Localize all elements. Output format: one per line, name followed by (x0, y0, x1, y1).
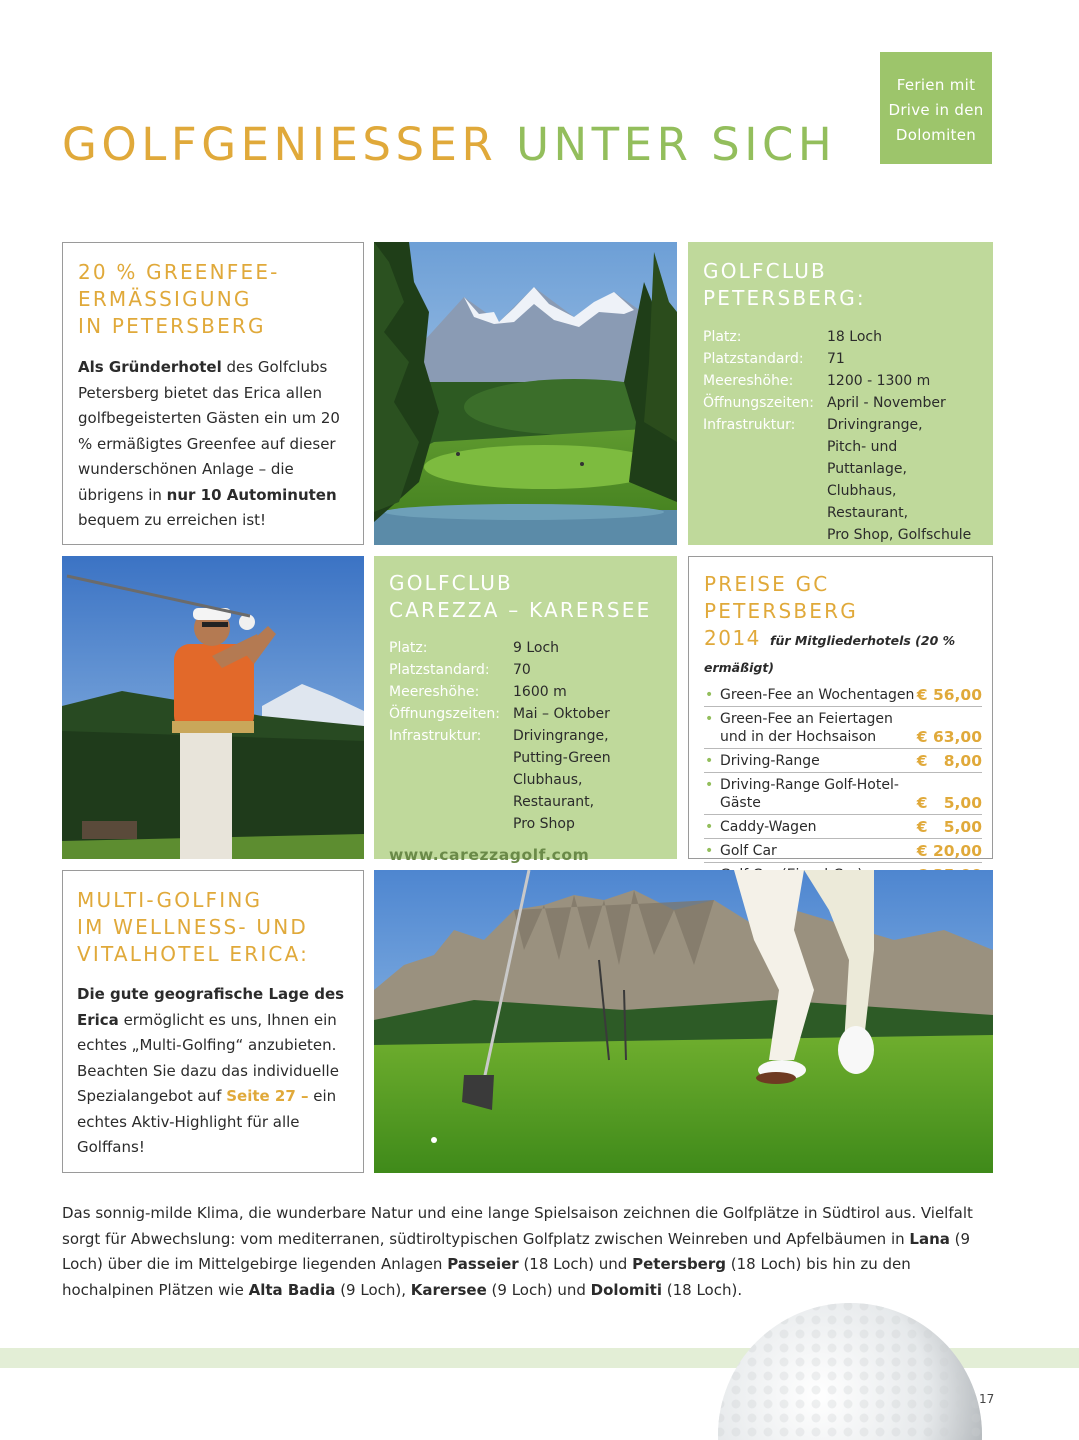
info-label (703, 524, 827, 546)
info-label (703, 480, 827, 524)
price-name: • Green-Fee an Wochentagen (704, 686, 914, 704)
page-link[interactable]: Seite 27 – (226, 1087, 309, 1105)
heading-line: IM WELLNESS- UND (77, 915, 308, 939)
price-value: € 5,00 (916, 794, 982, 812)
place-name: Petersberg (632, 1255, 726, 1273)
info-value: Drivingrange, (513, 728, 609, 744)
place-name: Alta Badia (248, 1280, 336, 1299)
golf-course-photo (374, 242, 677, 545)
info-label (389, 769, 513, 813)
heading-line: ERMÄSSIGUNG (78, 287, 252, 311)
page-title-part1: GOLFGENIESSER (62, 118, 498, 171)
paragraph-part: (9 Loch) und (486, 1280, 591, 1299)
page-number: 17 (979, 1392, 995, 1406)
section-tab (880, 52, 992, 164)
info-value: 70 (513, 662, 531, 678)
info-value: April - November (827, 395, 946, 411)
paragraph-part: (18 Loch) und (518, 1255, 633, 1273)
info-label: Platzstandard: (389, 662, 490, 678)
info-value: 9 Loch (513, 640, 560, 656)
carezza-url[interactable]: www.carezzagolf.com (389, 846, 590, 864)
price-row (704, 683, 982, 707)
golfer-photo (62, 556, 364, 859)
section-tab-line: Dolomiten (895, 126, 977, 144)
price-value: € 5,00 (916, 818, 982, 836)
paragraph-part: (9 Loch), (335, 1280, 411, 1299)
info-row (389, 725, 662, 747)
info-row (389, 769, 662, 813)
carezza-heading (389, 570, 662, 624)
golf-ball-image (712, 1285, 988, 1440)
info-row (389, 813, 662, 835)
petersberg-heading (703, 258, 978, 312)
carezza-info-table (389, 637, 662, 835)
prices-subheading (704, 625, 982, 681)
info-value: Mai – Oktober (513, 706, 610, 722)
info-label: Öffnungszeiten: (389, 706, 501, 722)
price-value: € 20,00 (916, 842, 982, 860)
info-value: Pitch- und Puttanlage, (827, 439, 907, 477)
price-name: • Driving-Range Golf-Hotel-Gäste (704, 776, 917, 812)
paragraph-part: (18 Loch). (661, 1280, 743, 1299)
greenfee-box (62, 242, 364, 545)
info-row (389, 659, 662, 681)
info-row (703, 480, 978, 524)
petersberg-info-table (703, 326, 978, 546)
heading-line: IN PETERSBERG (78, 314, 266, 338)
price-name: • Driving-Range (704, 752, 820, 770)
multigolf-box (62, 870, 364, 1173)
dolomites-photo (374, 870, 993, 1173)
paragraph-part: (18 Loch) bis hin zu den hochalpinen Plätzen wie (62, 1255, 911, 1299)
heading-line: GOLFCLUB (389, 571, 513, 595)
golfer-image (62, 556, 364, 859)
info-row (389, 681, 662, 703)
info-label: Platz: (389, 640, 428, 656)
price-row (704, 749, 982, 773)
info-value: Putting-Green (513, 750, 611, 766)
info-row (703, 370, 978, 392)
info-value: 71 (827, 351, 845, 367)
price-name: • Caddy-Wagen (704, 818, 817, 836)
info-label (389, 747, 513, 769)
info-row (703, 348, 978, 370)
heading-line: CAREZZA – KARERSEE (389, 598, 652, 622)
info-label: Infrastruktur: (389, 728, 482, 744)
info-row (703, 392, 978, 414)
heading-line: VITALHOTEL ERICA: (77, 942, 310, 966)
info-label: Meereshöhe: (389, 684, 480, 700)
dolomites-image (374, 870, 993, 1173)
price-name: • Golf Car (704, 842, 777, 860)
heading-line: GOLFCLUB (703, 259, 827, 283)
price-row (704, 707, 982, 749)
info-value: 1600 m (513, 684, 567, 700)
info-row (703, 436, 978, 480)
petersberg-box (688, 242, 993, 545)
section-tab-line: Ferien mit (896, 76, 976, 94)
price-value: € 56,00 (916, 686, 982, 704)
price-value: € 8,00 (916, 752, 982, 770)
info-row (389, 703, 662, 725)
place-name: Lana (909, 1229, 950, 1248)
info-row (389, 637, 662, 659)
paragraph-part: Das sonnig-milde Klima, die wunderbare Natur und eine lange Spielsaison zeichnen die Golfplätze in Südtirol aus. Vielfalt sorgt für Abwechslung: vom mediterranen, südtiroltypischen Golfplatz zwischen Weinreben und Apfelbäumen in (62, 1204, 973, 1248)
info-row (703, 414, 978, 436)
carezza-box (374, 556, 677, 864)
greenfee-text-bold: nur 10 Autominuten (166, 485, 337, 504)
multigolf-text (77, 982, 349, 1161)
place-name: Karersee (410, 1280, 487, 1299)
info-label (389, 813, 513, 835)
info-value: Clubhaus, Restaurant, (827, 483, 909, 521)
prices-note: für Mitgliederhotels (20 % ermäßigt) (704, 633, 956, 675)
multigolf-text-part: ermöglicht es uns, Ihnen ein echtes „Multi-Golfing“ anzubieten. Beachten Sie dazu das individuelle Spezialangebot auf (77, 1010, 339, 1105)
info-label (703, 436, 827, 480)
info-value: 1200 - 1300 m (827, 373, 931, 389)
place-name: Passeier (447, 1255, 519, 1273)
multigolf-heading (77, 887, 349, 968)
heading-line: PETERSBERG: (703, 286, 866, 310)
price-row (704, 815, 982, 839)
place-name: Dolomiti (590, 1280, 662, 1299)
info-value: Pro Shop, Golfschule (827, 527, 972, 543)
info-label: Meereshöhe: (703, 373, 794, 389)
section-tab-line: Drive in den (888, 101, 984, 119)
greenfee-text-bold: Als Gründerhotel (78, 358, 222, 376)
heading-line: 20 % GREENFEE- (78, 260, 280, 284)
price-row (704, 773, 982, 815)
info-label: Platzstandard: (703, 351, 804, 367)
info-value: 18 Loch (827, 329, 882, 345)
info-value: Clubhaus, Restaurant, (513, 772, 595, 810)
greenfee-text (78, 355, 349, 534)
price-name-line: Green-Fee an Feiertagen (720, 711, 893, 727)
info-label: Platz: (703, 329, 742, 345)
prices-heading: PREISE GC PETERSBERG (704, 572, 858, 623)
multigolf-text-part: ein echtes Aktiv-Highlight für alle Golffans! (77, 1087, 337, 1156)
page-title-part2: UNTER SICH (516, 118, 837, 171)
info-label: Infrastruktur: (703, 417, 796, 433)
info-label: Öffnungszeiten: (703, 395, 815, 411)
paragraph-part: (9 Loch) über die im Mittelgebirge liegenden Anlagen (62, 1229, 971, 1273)
price-name (704, 710, 893, 746)
info-row (703, 524, 978, 546)
info-value: Drivingrange, (827, 417, 923, 433)
prices-year: 2014 (704, 626, 761, 650)
golf-course-image (374, 242, 677, 545)
multigolf-text-bold: Die gute geografische Lage des Erica (77, 985, 345, 1029)
info-row (389, 747, 662, 769)
heading-line: MULTI-GOLFING (77, 888, 263, 912)
greenfee-heading (78, 259, 349, 340)
price-value: € 63,00 (916, 728, 982, 746)
greenfee-text-part: bequem zu erreichen ist! (78, 511, 267, 529)
price-name-line: und in der Hochsaison (720, 729, 877, 745)
page-title (62, 118, 836, 171)
prices-box (688, 556, 993, 859)
info-value: Pro Shop (513, 816, 575, 832)
info-row (703, 326, 978, 348)
price-row (704, 839, 982, 863)
golf-ball-icon (712, 1285, 988, 1440)
greenfee-text-part: des Golfclubs Petersberg bietet das Erica allen golfbegeisterten Gästen ein um 20 % ermäßigtes Greenfee auf dieser wunderschönen Anlage – die übrigens in (78, 358, 340, 504)
